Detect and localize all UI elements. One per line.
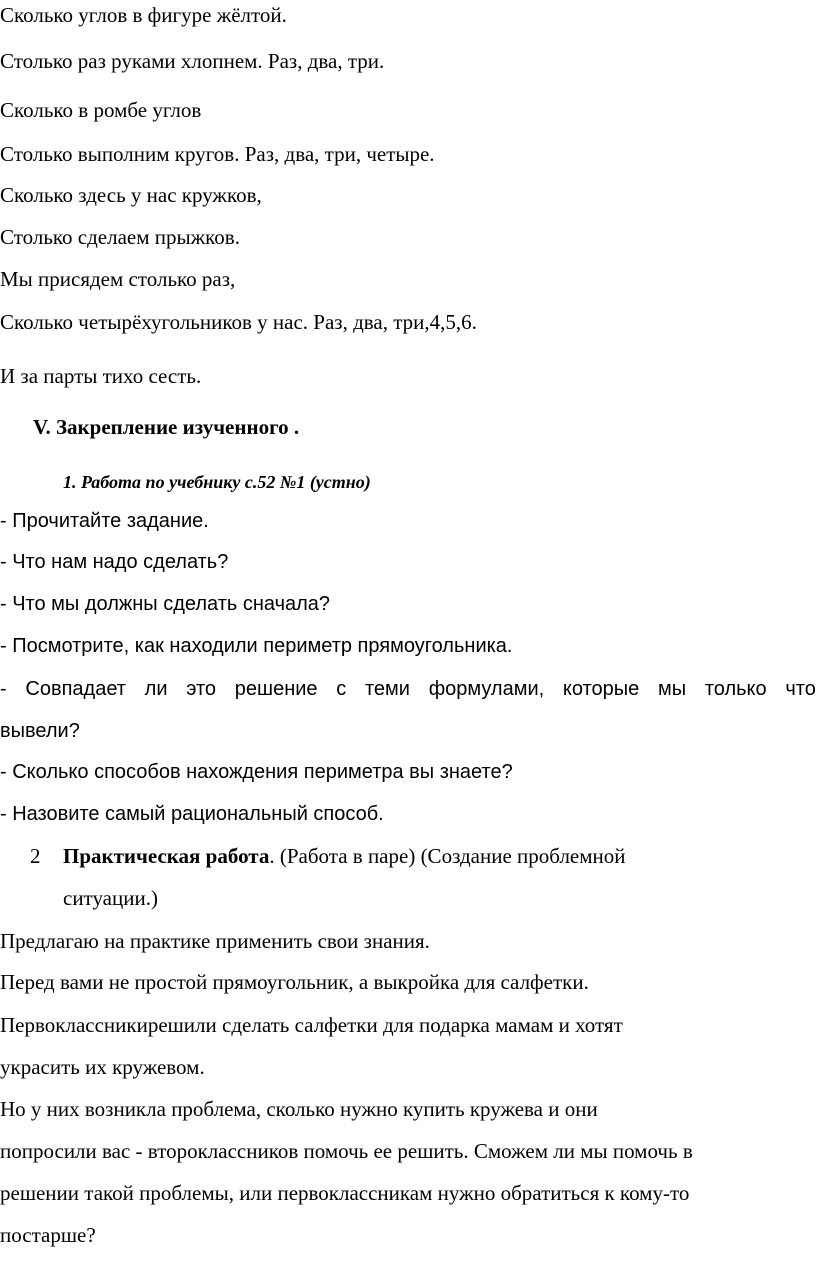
poem-line-5: Сколько здесь у нас кружков,	[0, 183, 262, 207]
poem-line-7: Мы присядем столько раз,	[0, 267, 236, 291]
paragraph-line-7: решении такой проблемы, или первоклассникам нужно обратиться к кому-то	[0, 1181, 690, 1205]
question-5-word: что	[785, 678, 816, 700]
question-5-word: только	[704, 678, 767, 700]
task2-title-rest: . (Работа в паре) (Создание проблемной	[269, 844, 626, 868]
question-5-line-2: вывели?	[0, 720, 80, 742]
poem-line-4: Столько выполним кругов. Раз, два, три, четыре.	[0, 142, 435, 166]
task2-number: 2	[30, 844, 41, 868]
poem-line-6: Столько сделаем прыжков.	[0, 225, 240, 249]
question-2: - Что нам надо сделать?	[0, 551, 229, 573]
paragraph-line-3: Первоклассникирешили сделать салфетки для подарка мамам и хотят	[0, 1013, 623, 1037]
task1-heading: 1. Работа по учебнику с.52 №1 (устно)	[63, 472, 371, 492]
question-5-word: которые	[562, 678, 640, 700]
poem-line-8: Сколько четырёхугольников у нас. Раз, два, три,4,5,6.	[0, 310, 477, 334]
question-4: - Посмотрите, как находили периметр прямоугольника.	[0, 635, 513, 657]
paragraph-line-6: попросили вас - второклассников помочь ее решить. Сможем ли мы помочь в	[0, 1139, 693, 1163]
paragraph-line-5: Но у них возникла проблема, сколько нужно купить кружева и они	[0, 1097, 598, 1121]
question-5-word: мы	[657, 678, 687, 700]
question-5-line-1	[0, 676, 816, 702]
poem-line-1: Сколько углов в фигуре жёлтой.	[0, 3, 287, 27]
question-5-word: Совпадает	[25, 678, 126, 700]
question-7: - Назовите самый рациональный способ.	[0, 803, 384, 825]
section-heading: V. Закрепление изученного .	[33, 415, 300, 439]
question-5-word: решение	[234, 678, 318, 700]
paragraph-line-4: украсить их кружевом.	[0, 1055, 205, 1079]
question-5-word: с	[336, 678, 347, 700]
question-3: - Что мы должны сделать сначала?	[0, 593, 331, 615]
question-5-word: -	[0, 678, 7, 700]
paragraph-line-1: Предлагаю на практике применить свои знания.	[0, 929, 430, 953]
question-6: - Сколько способов нахождения периметра вы знаете?	[0, 761, 513, 783]
question-1: - Прочитайте задание.	[0, 510, 209, 532]
task2-title: Практическая работа	[63, 844, 270, 868]
poem-line-3: Сколько в ромбе углов	[0, 98, 202, 122]
question-5-word: теми	[364, 678, 410, 700]
task2-heading	[63, 843, 626, 869]
poem-line-9: И за парты тихо сесть.	[0, 364, 202, 388]
question-5-word: ли	[144, 678, 168, 700]
paragraph-line-2: Перед вами не простой прямоугольник, а выкройка для салфетки.	[0, 970, 589, 994]
question-5-word: формулами,	[428, 678, 545, 700]
task2-continuation: ситуации.)	[63, 886, 158, 910]
paragraph-line-8: постарше?	[0, 1223, 96, 1247]
poem-line-2: Столько раз руками хлопнем. Раз, два, три.	[0, 49, 385, 73]
question-5-word: это	[186, 678, 217, 700]
